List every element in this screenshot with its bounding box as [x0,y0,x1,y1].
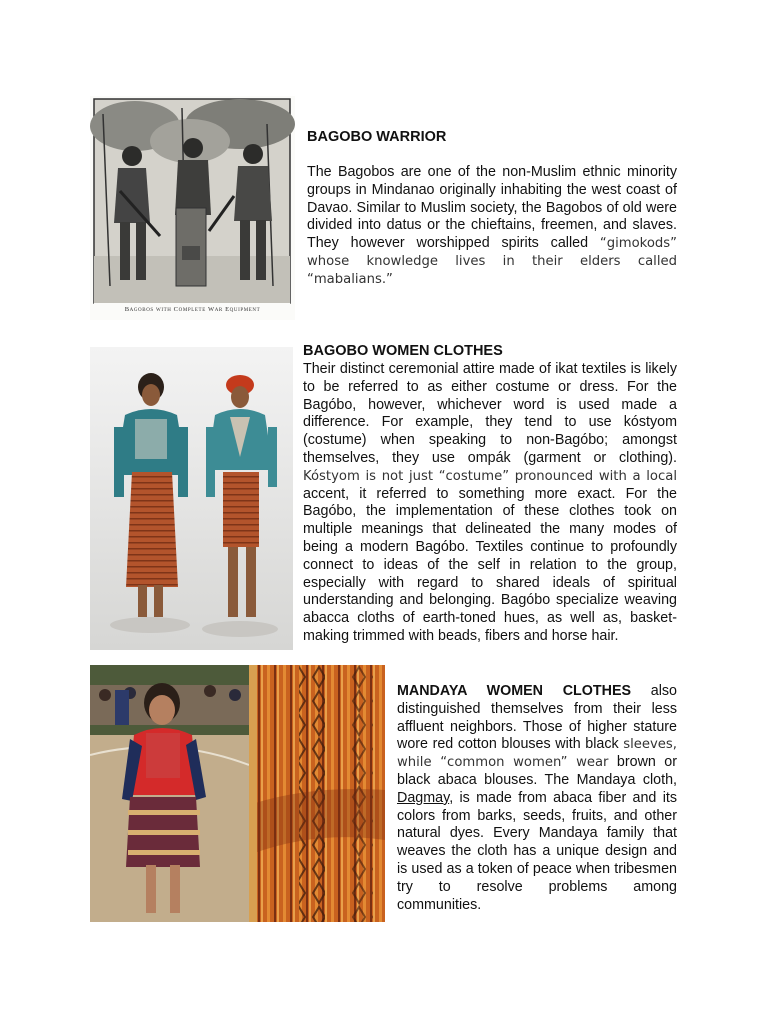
bagobo-warrior-photo [90,96,295,320]
bagobo-women-text-b: accent, it referred to something more exact. For the Bagóbo, the implementation of these clothes took on multiple meanings that delineated the many modes of being a modern Bagóbo. Textiles continue to profoundly connect to ideas of the self in relation to the group, especially with regard to shared ideals of spiritual understanding and belonging. Bagóbo specialize weaving abacca cloths of earth-toned hues, as well as, basket-making trimmed with beads, fibers and horse hair. [303,485,677,644]
photo-caption: Bagobos with Complete War Equipment [124,306,261,313]
mandaya-girl-photo [90,665,249,922]
bagobo-women-paragraph [303,361,677,646]
bagobo-women-text-a: Their distinct ceremonial attire made of ikat textiles is likely to be referred to as either costume or dress. For the Bagóbo, however, whichever word is used made a difference. For example, they tend to use kóstyom (costume) when speaking to non-Bagóbo; amongst themselves, they use ompák (garment or clothing). [303,361,677,466]
bagobo-women-photo [90,347,293,650]
bagobo-warrior-text-light: “gimokods” whose knowledge lives in their elders called “mabalians.” [307,236,677,287]
mandaya-text-a: also distinguished themselves from their less affluent neighbors. Those of higher stature wore red cotton blouses with black [397,683,677,753]
section-heading-bagobo-women-clothes: BAGOBO WOMEN CLOTHES [303,343,503,359]
section-heading-mandaya-women-clothes: MANDAYA WOMEN CLOTHES [397,683,632,699]
mandaya-text-c: , is made from abaca fiber and its colors from barks, seeds, fruits, and other natural dyes. Every Mandaya family that weaves the cloth has a unique design and is used as a token of peace when tribesmen try to resolve problems among communities. [397,789,677,913]
mandaya-text-b: brown or black abaca blouses. The Mandaya cloth, [397,754,677,788]
bagobo-women-text-light: Kóstyom is not just “costume” pronounced with a local [303,468,677,484]
mandaya-paragraph [397,683,677,914]
dagmay-textile-photo [249,665,385,922]
dagmay-link: Dagmay [397,789,450,806]
section-heading-bagobo-warrior: BAGOBO WARRIOR [307,129,447,145]
bagobo-warrior-text: The Bagobos are one of the non-Muslim ethnic minority groups in Mindanao originally inhabiting the west coast of Davao. Similar to Muslim society, the Bagobos of old were divided into datus or the chieftains, freemen, and slaves. They however worshipped spirits called [307,164,677,252]
bagobo-warrior-paragraph [307,164,677,289]
mandaya-text-light: sleeves, while “common women” wear [397,737,677,771]
